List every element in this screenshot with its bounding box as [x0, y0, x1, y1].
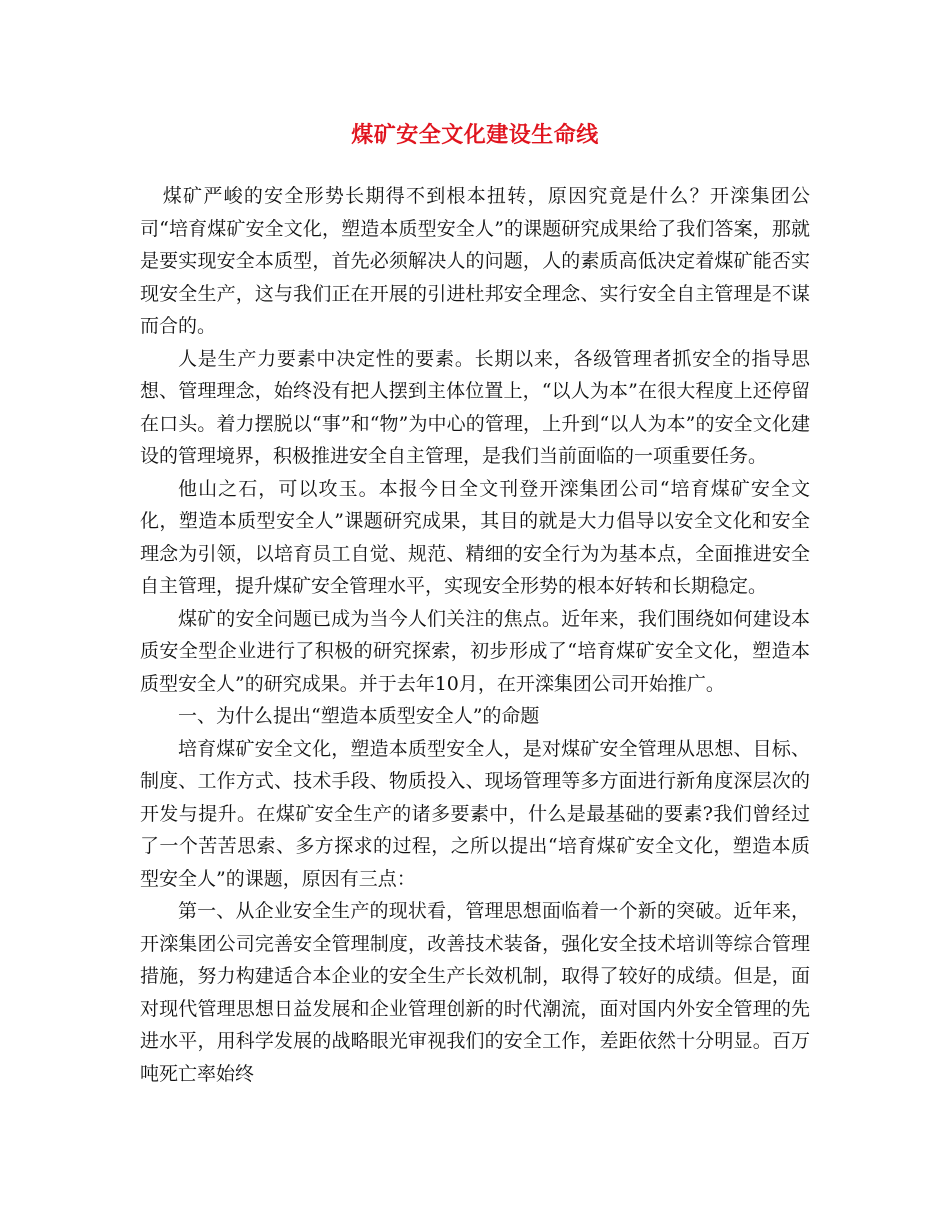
paragraph-2: 人是生产力要素中决定性的要素。长期以来，各级管理者抓安全的指导思想、管理理念，始终没有把人摆到主体位置上，“以人为本”在很大程度上还停留在口头。着力摆脱以“事”和“物”为中心的管理，上升到“以人为本”的安全文化建设的管理境界，积极推进安全自主管理，是我们当前面临的一项重要任务。 — [140, 347, 810, 467]
paragraph-4: 煤矿的安全问题已成为当今人们关注的焦点。近年来，我们围绕如何建设本质安全型企业进行了积极的研究探索，初步形成了“培育煤矿安全文化，塑造本质型安全人”的研究成果。并于去年10月，在开滦集团公司开始推广。 — [140, 607, 810, 695]
paragraph-5: 培育煤矿安全文化，塑造本质型安全人，是对煤矿安全管理从思想、目标、制度、工作方式、技术手段、物质投入、现场管理等多方面进行新角度深层次的开发与提升。在煤矿安全生产的诸多要素中，什么是最基础的要素?我们曾经过了一个苦苦思索、多方探求的过程，之所以提出“培育煤矿安全文化，塑造本质型安全人”的课题，原因有三点： — [140, 737, 810, 890]
paragraph-6: 第一、从企业安全生产的现状看，管理思想面临着一个新的突破。近年来，开滦集团公司完善安全管理制度，改善技术装备，强化安全技术培训等综合管理措施，努力构建适合本企业的安全生产长效机制，取得了较好的成绩。但是，面对现代管理思想日益发展和企业管理创新的时代潮流，面对国内外安全管理的先进水平，用科学发展的战略眼光审视我们的安全工作，差距依然十分明显。百万吨死亡率始终 — [140, 900, 810, 1085]
section-heading-1: 一、为什么提出“塑造本质型安全人”的命题 — [178, 705, 540, 727]
paragraph-3: 他山之石，可以攻玉。本报今日全文刊登开滦集团公司“培育煤矿安全文化，塑造本质型安全人”课题研究成果，其目的就是大力倡导以安全文化和安全理念为引领，以培育员工自觉、规范、精细的安全行为为基本点，全面推进安全自主管理，提升煤矿安全管理水平，实现安全形势的根本好转和长期稳定。 — [140, 477, 810, 597]
document-body — [140, 180, 810, 1090]
document-title: 煤矿安全文化建设生命线 — [351, 122, 599, 148]
paragraph-1: 煤矿严峻的安全形势长期得不到根本扭转，原因究竟是什么？开滦集团公司“培育煤矿安全文化，塑造本质型安全人”的课题研究成果给了我们答案，那就是要实现安全本质型，首先必须解决人的问题，人的素质高低决定着煤矿能否实现安全生产，这与我们正在开展的引进杜邦安全理念、实行安全自主管理是不谋而合的。 — [140, 185, 810, 337]
